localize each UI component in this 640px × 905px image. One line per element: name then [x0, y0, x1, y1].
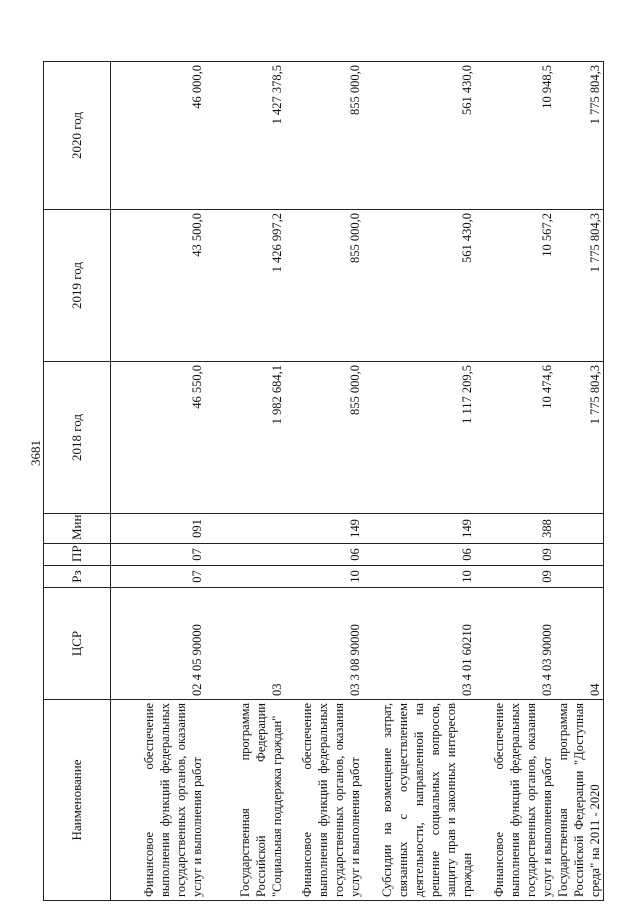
- row-2018: 10 474,6: [475, 362, 555, 514]
- header-min: Мин: [44, 514, 111, 544]
- row-csr: 04: [555, 588, 604, 700]
- row-min: [555, 514, 604, 544]
- table-row: [475, 62, 555, 901]
- row-pr: [555, 544, 604, 566]
- row-csr: 02 4 05 90000: [111, 588, 205, 700]
- row-rz: [555, 566, 604, 588]
- row-min: 149: [363, 514, 475, 544]
- header-2019: 2019 год: [44, 210, 111, 362]
- row-2019: 43 500,0: [111, 210, 205, 362]
- row-min: 091: [111, 514, 205, 544]
- row-2018: 1 775 804,3: [555, 362, 604, 514]
- header-name: Наименование: [44, 700, 111, 901]
- row-name: Государственная программа Российской Федерации "Социальная поддержка граждан": [205, 700, 285, 901]
- header-2020: 2020 год: [44, 62, 111, 210]
- row-2019: 855 000,0: [285, 210, 363, 362]
- table-header-row: [44, 62, 111, 901]
- row-rz: 07: [111, 566, 205, 588]
- row-name: Государственная программа Российской Федерации "Доступная среда" на 2011 - 2020: [555, 700, 604, 901]
- header-2018: 2018 год: [44, 362, 111, 514]
- row-2018: 1 982 684,1: [205, 362, 285, 514]
- row-pr: [205, 544, 285, 566]
- row-name: Финансовое обеспечение выполнения функций федеральных государственных органов, оказания услуг и выполнения работ: [475, 700, 555, 901]
- page-number: 3681: [28, 440, 43, 466]
- row-rz: [205, 566, 285, 588]
- row-rz: 09: [475, 566, 555, 588]
- table-row: [363, 62, 475, 901]
- row-name: Субсидии на возмещение затрат, связанных с осуществлением деятельности, направленной на решение социальных вопросов, защиту прав и законных интересов граждан: [363, 700, 475, 901]
- row-2019: 1 775 804,3: [555, 210, 604, 362]
- table-row: [285, 62, 363, 901]
- row-2020: 561 430,0: [363, 62, 475, 210]
- row-min: [205, 514, 285, 544]
- row-2020: 855 000,0: [285, 62, 363, 210]
- table-row: [555, 62, 604, 901]
- table-row: [111, 62, 205, 901]
- row-2018: 855 000,0: [285, 362, 363, 514]
- row-2020: 46 000,0: [111, 62, 205, 210]
- header-csr: ЦСР: [44, 588, 111, 700]
- row-pr: 06: [285, 544, 363, 566]
- row-2020: 1 427 378,5: [205, 62, 285, 210]
- row-2020: 1 775 804,3: [555, 62, 604, 210]
- row-2019: 10 567,2: [475, 210, 555, 362]
- budget-table: [43, 61, 604, 901]
- row-2018: 46 550,0: [111, 362, 205, 514]
- row-csr: 03 3 08 90000: [285, 588, 363, 700]
- row-min: 388: [475, 514, 555, 544]
- row-rz: 10: [285, 566, 363, 588]
- table-row: [205, 62, 285, 901]
- header-pr: ПР: [44, 544, 111, 566]
- row-2018: 1 117 209,5: [363, 362, 475, 514]
- row-name: Финансовое обеспечение выполнения функций федеральных государственных органов, оказания услуг и выполнения работ: [111, 700, 205, 901]
- row-csr: 03: [205, 588, 285, 700]
- row-pr: 07: [111, 544, 205, 566]
- row-name: Финансовое обеспечение выполнения функций федеральных государственных органов, оказания услуг и выполнения работ: [285, 700, 363, 901]
- row-csr: 03 4 01 60210: [363, 588, 475, 700]
- row-2020: 10 948,5: [475, 62, 555, 210]
- row-pr: 06: [363, 544, 475, 566]
- row-min: 149: [285, 514, 363, 544]
- row-2019: 1 426 997,2: [205, 210, 285, 362]
- row-2019: 561 430,0: [363, 210, 475, 362]
- row-pr: 09: [475, 544, 555, 566]
- row-rz: 10: [363, 566, 475, 588]
- row-csr: 03 4 03 90000: [475, 588, 555, 700]
- header-rz: Рз: [44, 566, 111, 588]
- budget-table-rotated: [43, 62, 602, 901]
